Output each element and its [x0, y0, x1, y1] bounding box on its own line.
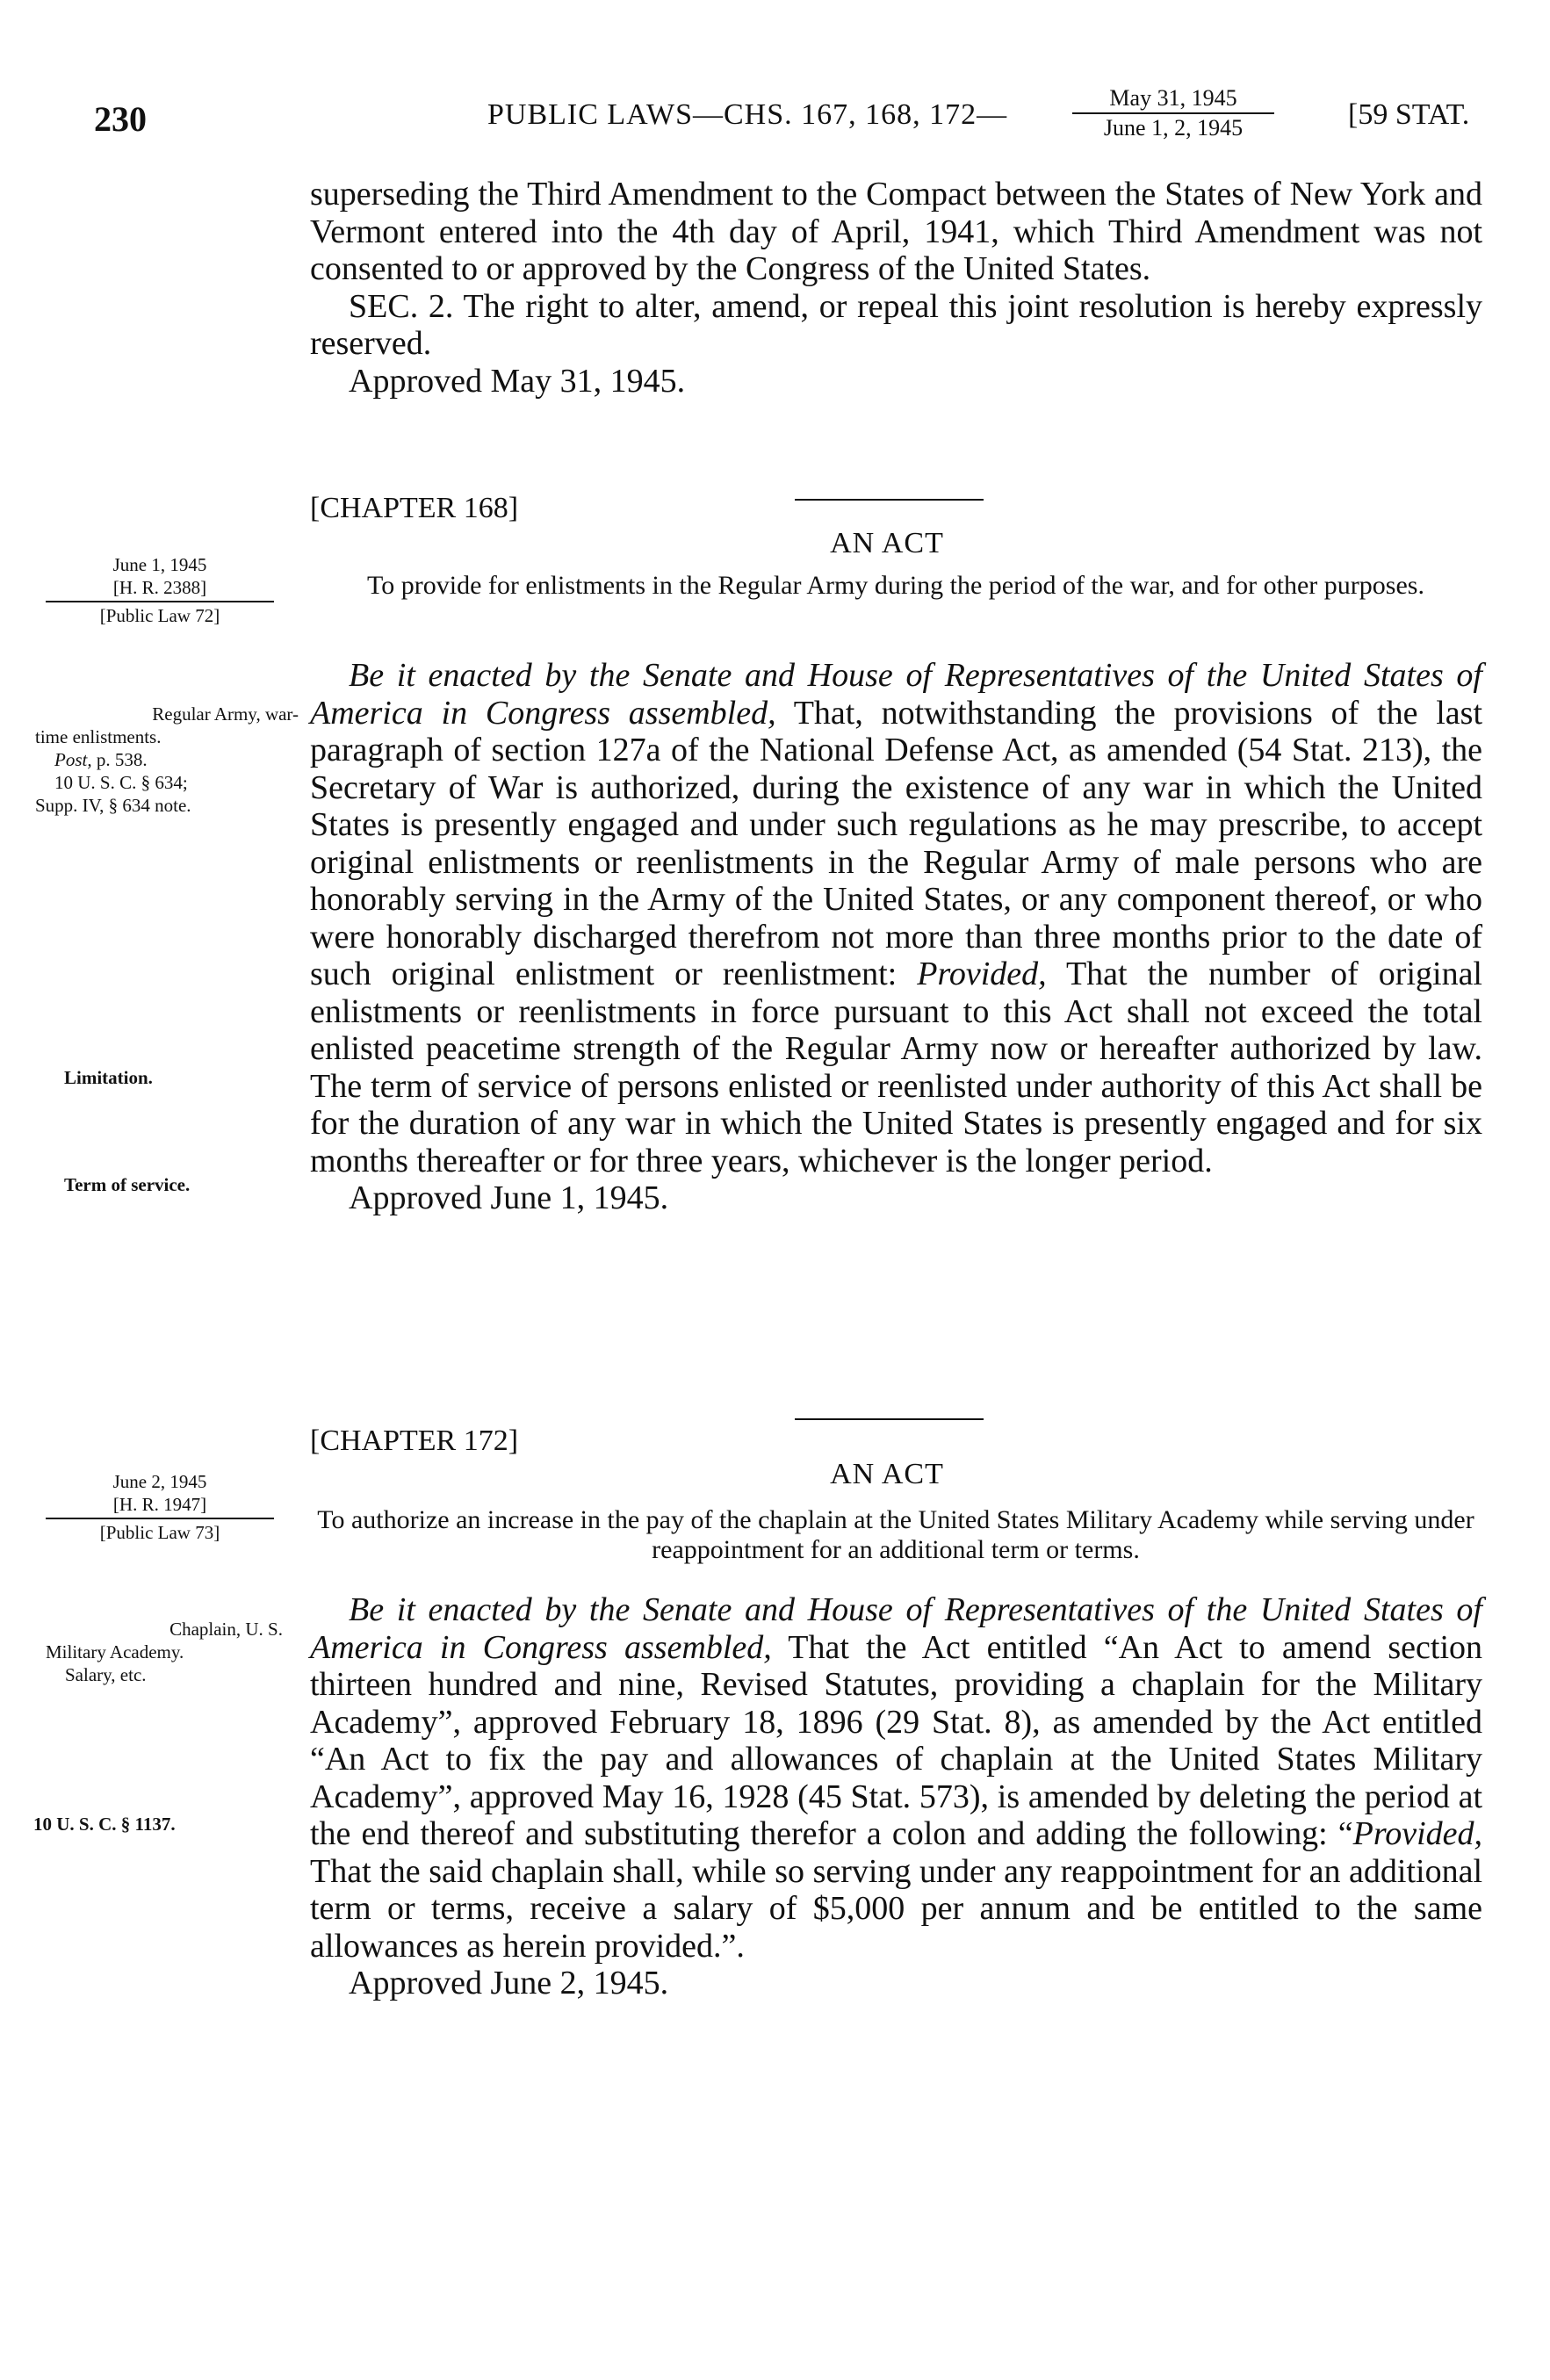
divider-rule — [795, 499, 984, 501]
margin-cross-reference: Post, p. 538. — [54, 749, 148, 770]
chapter-172-purpose: To authorize an increase in the pay of the chaplain at the United States Military Academy while serving under reappointment for an additional term or terms. — [317, 1505, 1474, 1564]
chapter-172-text: Be it enacted by the Senate and House of Representatives of the United States of America in Congress assembled, That the Act entitled “An Act to amend section thirteen hundred and nine, Revised Statutes, providing a chaplain for the Military Academy”, approved February 18, 1896 (29 Stat. 8), as amended by the Act entitled “An Act to fix the pay and allowances of chaplain at the United States Military Academy”, approved May 16, 1928 (45 Stat. 573), is amended by deleting the period at the end thereof and substituting therefor a colon and adding the following: “Provided, That the said chaplain shall, while so serving under any reappointment for an additional term or terms, receive a salary of $5,000 per annum and be entitled to the same allowances as herein provided.”. — [310, 1591, 1482, 1965]
margin-limitation: Limitation. — [64, 1067, 153, 1088]
margin-date: June 2, 1945 — [112, 1471, 207, 1492]
chapter-168-text: Be it enacted by the Senate and House of Representatives of the United States of America in Congress assembled, That, notwithstanding the provisions of the last paragraph of section 127a of the National Defense Act, as amended (54 Stat. 213), the Secretary of War is authorized, during the existence of any war in which the United States is presently engaged and under such regulations as he may prescribe, to accept original enlistments or reenlistments in the Regular Army of male persons who are honorably serving in the Army of the United States, or any component thereof, or who were honorably discharged therefrom not more than three months prior to the date of such original enlistment or reenlistment: Provided, That the number of original enlistments or reenlistments in force pursuant to this Act shall not exceed the total enlisted peacetime strength of the Regular Army now or hereafter authorized by law. The term of service of persons enlisted or reenlisted under authority of this Act shall be for the duration of any war in which the United States is presently engaged and for six months thereafter or for three years, whichever is the longer period. — [310, 657, 1483, 1179]
margin-term-of-service: Term of service. — [64, 1174, 191, 1195]
chapter-172-an-act: AN ACT — [830, 1458, 944, 1490]
chapter-172-label: [CHAPTER 172] — [310, 1424, 519, 1457]
chapter-168-margin-citation — [46, 553, 274, 627]
chapter-172-body — [310, 1591, 1482, 2002]
statute-volume: [59 STAT. — [1348, 98, 1470, 131]
chapter-172-margin-citation — [46, 1470, 274, 1544]
chapter-172-margin-subject: Chaplain, U. S. Military Academy. Salary, etc. — [46, 1619, 283, 1685]
margin-public-law: [Public Law 73] — [99, 1522, 220, 1543]
page-number: 230 — [94, 99, 147, 139]
proviso: Provided, — [917, 956, 1047, 992]
header-date-top: May 31, 1945 — [1072, 84, 1274, 114]
divider-rule — [795, 1418, 984, 1420]
margin-rule — [46, 601, 274, 602]
chapter-168-purpose: To provide for enlistments in the Regular Army during the period of the war, and for other purposes. — [367, 571, 1424, 600]
section-2-paragraph: SEC. 2. The right to alter, amend, or repeal this joint resolution is hereby expressly reserved. — [310, 287, 1483, 362]
approval-date: Approved June 1, 1945. — [349, 1179, 669, 1216]
margin-bill: [H. R. 2388] — [112, 577, 207, 598]
enacting-clause: Be it enacted by the Senate and House of Representatives of the United States of America in Congress assembled, — [310, 1591, 1482, 1666]
margin-bill: [H. R. 1947] — [112, 1494, 207, 1515]
chapter-168-label: [CHAPTER 168] — [310, 492, 519, 524]
margin-usc-citation: 10 U. S. C. § 1137. — [33, 1814, 176, 1835]
margin-date: June 1, 1945 — [112, 554, 207, 575]
chapter-168-an-act: AN ACT — [830, 527, 944, 559]
approval-date: Approved May 31, 1945. — [349, 362, 686, 400]
chapter-168-margin-subject: Regular Army, war- time enlistments. Post, p. 538. 10 U. S. C. § 634; Supp. IV, § 634 note. — [35, 703, 299, 816]
header-date-range — [1072, 84, 1274, 142]
margin-rule — [46, 1518, 274, 1519]
proviso: Provided, — [1352, 1815, 1482, 1852]
continuation-block — [310, 176, 1482, 400]
approval-date: Approved June 2, 1945. — [349, 1965, 669, 2001]
chapter-168-body — [310, 657, 1482, 1217]
section-label: SEC. 2. — [349, 287, 454, 325]
enacting-clause: Be it enacted by the Senate and House of Representatives of the United States of America in Congress assembled, — [310, 657, 1482, 732]
running-head: PUBLIC LAWS—CHS. 167, 168, 172— — [487, 98, 1008, 131]
continuation-paragraph: superseding the Third Amendment to the Compact between the States of New York and Vermont entered into the 4th day of April, 1941, which Third Amendment was not consented to or approved by the Congress of the United States. — [310, 176, 1482, 287]
header-date-bottom: June 1, 2, 1945 — [1103, 115, 1244, 141]
margin-public-law: [Public Law 72] — [99, 605, 220, 626]
